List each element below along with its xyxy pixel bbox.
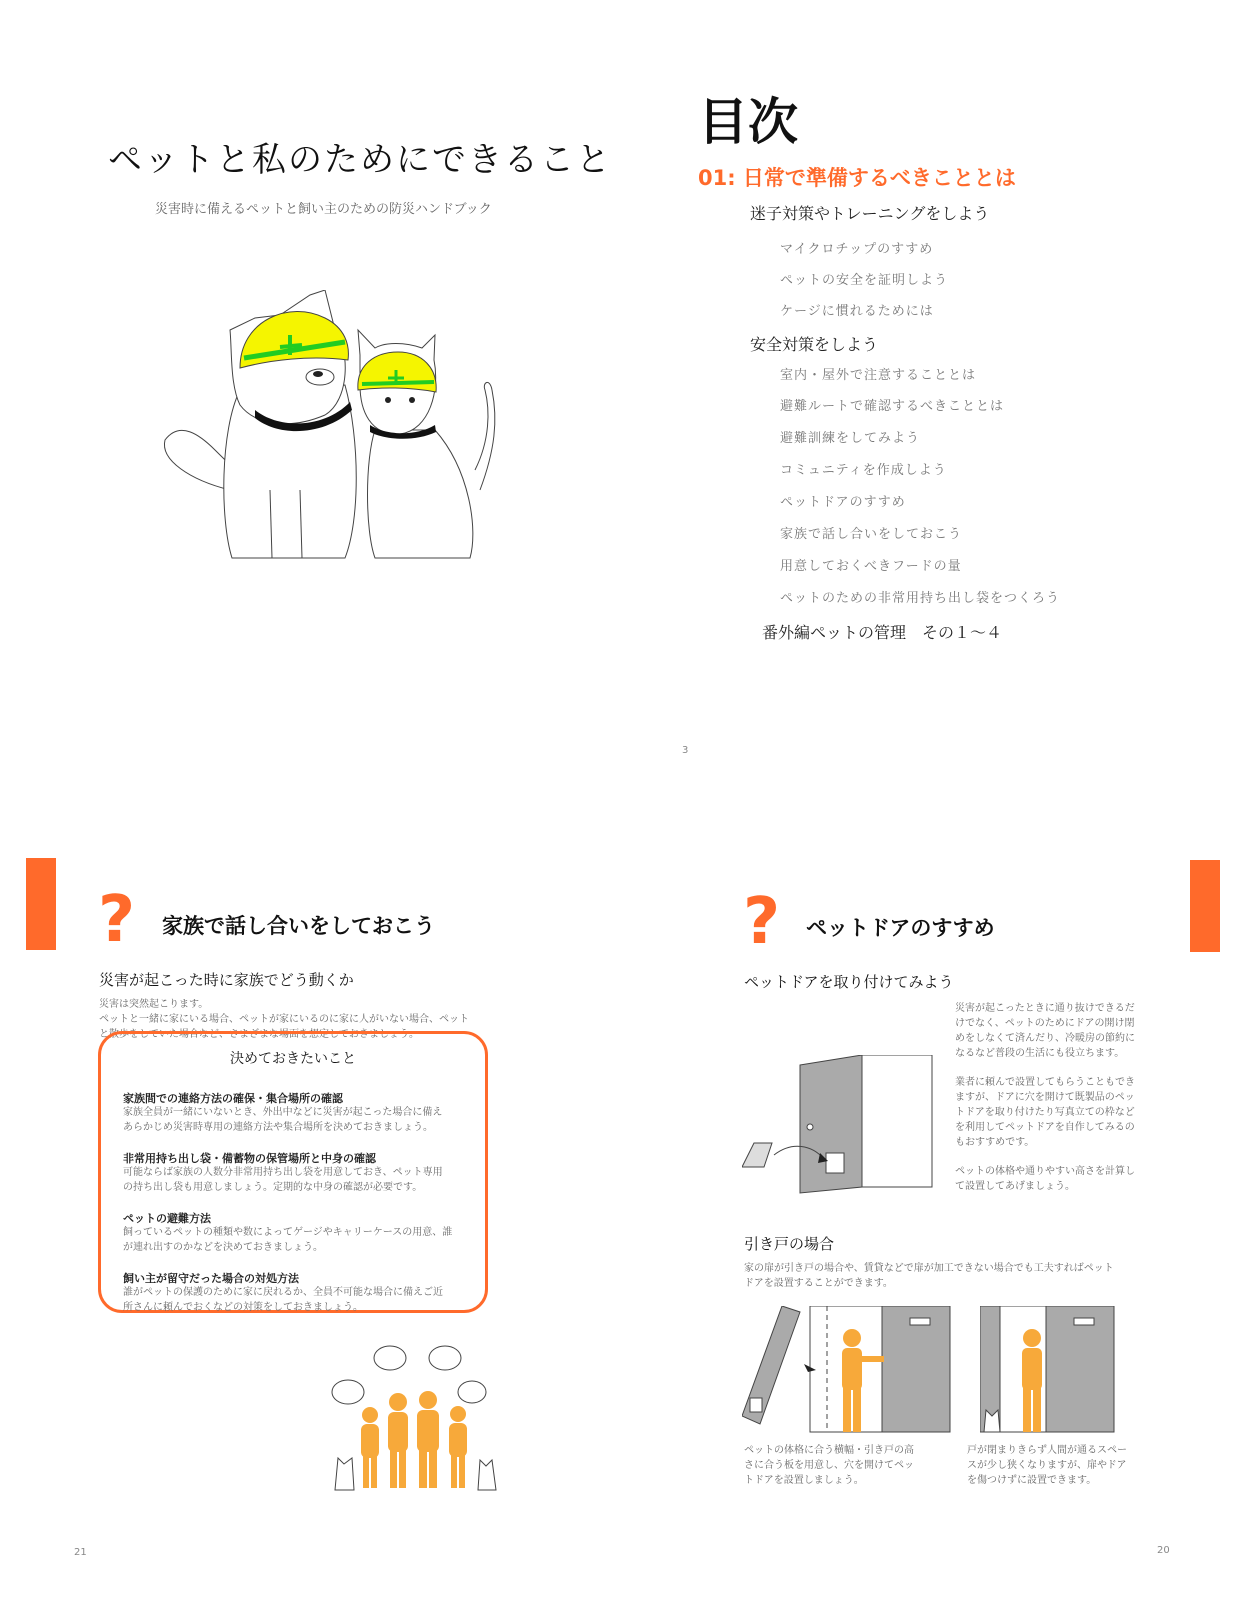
toc-item: 避難ルートで確認するべきこととは (780, 399, 1005, 414)
accent-bar (1190, 860, 1220, 952)
paragraph: 業者に頼んで設置してもらうこともでき ますが、ドアに穴を開けて既製品のペッ トドアを取り付けたり写真立ての枠など を利用してペットドアを自作してみるの もおすすめです。 (955, 1077, 1135, 1148)
cats-with-helmets-illustration (160, 290, 500, 570)
item-heading: 家族間での連絡方法の確保・集合場所の確認 (123, 1092, 343, 1105)
item-heading: 非常用持ち出し袋・備蓄物の保管場所と中身の確認 (123, 1152, 376, 1165)
toc-extra: 番外編ペットの管理 その１～４ (762, 623, 1003, 642)
toc-item: 用意しておくべきフードの量 (780, 559, 962, 574)
toc-title: 目次 (698, 93, 798, 151)
cover-subtitle: 災害時に備えるペットと飼い主のための防災ハンドブック (155, 202, 492, 217)
section-title: 家族で話し合いをしておこう (162, 914, 435, 938)
question-mark-icon: ? (98, 883, 136, 957)
toc-item: 家族で話し合いをしておこう (780, 527, 963, 542)
item-body: 家族全員が一緒にいないとき、外出中などに災害が起こった場合に備え あらかじめ災害時専用の連絡方法や集合場所を決めておきましょう。 (123, 1107, 443, 1133)
toc-item: マイクロチップのすすめ (780, 242, 934, 257)
accent-bar (26, 858, 56, 950)
toc-item: ペットのための非常用持ち出し袋をつくろう (780, 591, 1061, 606)
section-heading: ペットドアを取り付けてみよう (744, 973, 954, 991)
cover-title: ペットと私のためにできること (108, 140, 612, 180)
sliding-door-illustration-2 (980, 1306, 1120, 1436)
toc-section-heading: 01: 日常で準備するべきこととは (698, 166, 1016, 190)
toc-heading: 安全対策をしよう (750, 335, 879, 354)
page-number: 20 (1157, 1545, 1170, 1556)
section-heading: 引き戸の場合 (744, 1235, 835, 1253)
sliding-door-illustration-1 (742, 1306, 952, 1436)
toc-item: 避難訓練をしてみよう (780, 431, 921, 446)
item-body: 可能ならば家族の人数分非常用持ち出し袋を用意しておき、ペット専用 の持ち出し袋も用意しましょう。定期的な中身の確認が必要です。 (123, 1167, 443, 1193)
toc-item: ペットの安全を証明しよう (780, 273, 949, 288)
section-title: ペットドアのすすめ (806, 916, 995, 940)
toc-item: ペットドアのすすめ (780, 495, 906, 510)
caption: ペットの体格に合う横幅・引き戸の高 さに合う板を用意し、穴を開けてペッ トドアを設置しましょう。 (744, 1445, 914, 1486)
item-heading: 飼い主が留守だった場合の対処方法 (123, 1272, 299, 1285)
checklist-box (98, 1031, 488, 1313)
item-heading: ペットの避難方法 (123, 1212, 211, 1225)
paragraph: ペットの体格や通りやすい高さを計算し て設置してあげましょう。 (955, 1166, 1135, 1192)
item-body: 誰がペットの保護のために家に戻れるか、全員不可能な場合に備えご近 所さんに頼んでおくなどの対策をしておきましょう。 (123, 1287, 443, 1313)
page-number: 3 (682, 745, 689, 756)
toc-item: ケージに慣れるためには (780, 304, 934, 319)
toc-heading: 迷子対策やトレーニングをしよう (750, 204, 990, 223)
item-body: 飼っているペットの種類や数によってゲージやキャリーケースの用意、誰 が連れ出すのかなどを決めておきましょう。 (123, 1227, 453, 1253)
intro-text: 災害は突然起こります。 ペットと一緒に家にいる場合、ペットが家にいるのに家に人がいない場合、ペット と散歩をしていた場合など、さまざまな場面を想定しておきましょう。 (99, 999, 469, 1040)
caption: 戸が閉まりきらず人間が通るスペー スが少し狭くなりますが、扉やドア を傷つけずに設置できます。 (967, 1445, 1127, 1486)
toc-item: 室内・屋外で注意することとは (780, 368, 977, 383)
paragraph: 家の扉が引き戸の場合や、賃貸などで扉が加工できない場合でも工夫すればペット ドアを設置することができます。 (744, 1263, 1114, 1289)
toc-item: コミュニティを作成しよう (780, 463, 947, 478)
box-title: 決めておきたいこと (230, 1051, 356, 1067)
paragraph: 災害が起こったときに通り抜けできるだ けでなく、ペットのためにドアの開け閉 めをしなくて済んだり、冷暖房の節約に なるなど普段の生活にも役立ちます。 (955, 1003, 1135, 1059)
family-illustration (330, 1340, 510, 1500)
section-heading: 災害が起こった時に家族でどう動くか (99, 971, 354, 989)
pet-door-illustration (742, 1055, 942, 1195)
question-mark-icon: ? (743, 885, 781, 959)
page-number: 21 (74, 1547, 87, 1558)
